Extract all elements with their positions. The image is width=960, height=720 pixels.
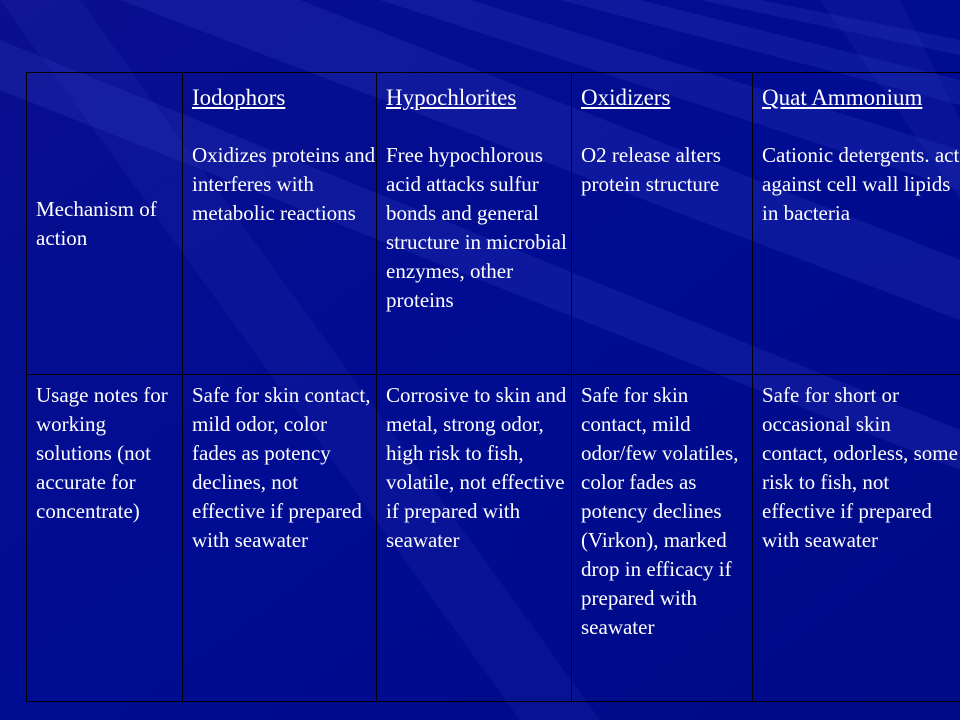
row-label-mechanism: Mechanism of action	[27, 73, 183, 375]
column-header-hypochlorites: Hypochlorites	[386, 85, 517, 110]
cell-oxidizers-mechanism	[572, 73, 753, 375]
cell-text: Cationic detergents. act against cell wall lipids in bacteria	[762, 143, 960, 225]
cell-quat-ammonium-usage: Safe for short or occasional skin contact, odorless, some risk to fish, not effective if prepared with seawater	[753, 375, 960, 702]
cell-iodophors-mechanism	[183, 73, 377, 375]
cell-quat-ammonium-mechanism	[753, 73, 960, 375]
cell-text: Free hypochlorous acid attacks sulfur bonds and general structure in microbial enzymes, other proteins	[386, 143, 567, 312]
column-header-quat-ammonium: Quat Ammonium	[762, 85, 923, 110]
cell-oxidizers-usage: Safe for skin contact, mild odor/few volatiles, color fades as potency declines (Virkon), marked drop in efficacy if prepared with seawater	[572, 375, 753, 702]
cell-iodophors-usage: Safe for skin contact, mild odor, color fades as potency declines, not effective if prepared with seawater	[183, 375, 377, 702]
cell-text: O2 release alters protein structure	[581, 143, 721, 196]
table-row-mechanism	[27, 73, 960, 375]
column-header-iodophors: Iodophors	[192, 85, 286, 110]
cell-text: Oxidizes proteins and interferes with metabolic reactions	[192, 143, 376, 225]
table-row-usage-notes	[27, 375, 960, 702]
disinfectant-comparison-table	[26, 72, 960, 702]
cell-hypochlorites-mechanism	[377, 73, 572, 375]
row-label-usage-notes: Usage notes for working solutions (not accurate for concentrate)	[27, 375, 183, 702]
column-header-oxidizers: Oxidizers	[581, 85, 671, 110]
cell-hypochlorites-usage: Corrosive to skin and metal, strong odor, high risk to fish, volatile, not effective if prepared with seawater	[377, 375, 572, 702]
